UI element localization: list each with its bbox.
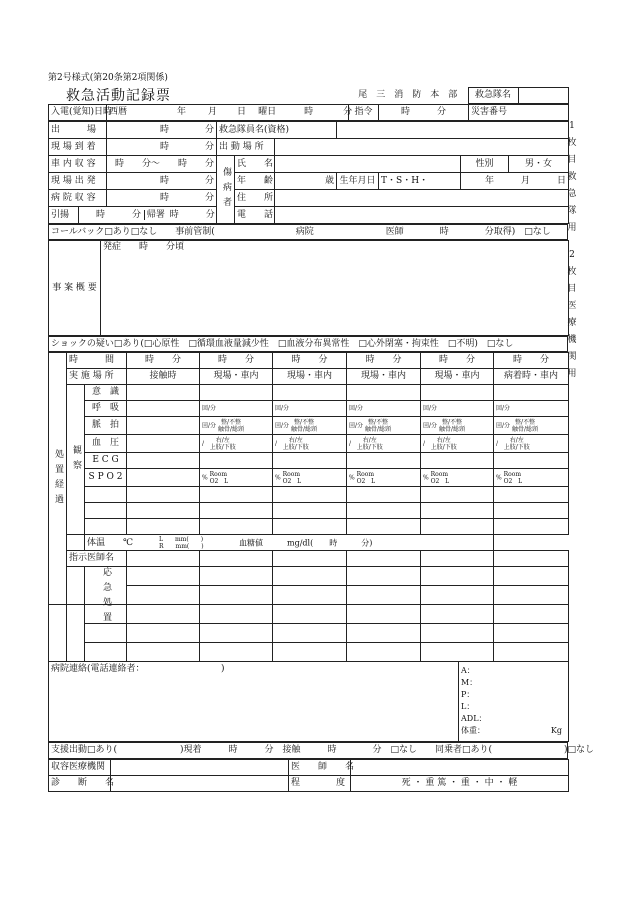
shock-field[interactable]: ショックの疑い□あり(□心原性 □循環血液量減少性 □血液分布異常性 □心外閉塞・拘束性 □不明) □なし [49,337,568,352]
treatment-section-label: 処置経過 [49,353,67,605]
call-table [48,104,569,121]
side-copy-1: 1 枚 目 救 急 隊 用 [567,121,577,233]
emergency-rows [48,604,569,662]
location-label: 出 動 場 所 [217,139,275,156]
incident-label: 事 案 概 要 [49,241,101,336]
address-label: 住 所 [235,190,275,207]
age-field[interactable]: 歳 [275,173,337,190]
shock-table [48,336,568,352]
support-field[interactable]: 支援出動□あり( )現着 時 分 接触 時 分 □なし 同乗者□あり( )□なし [49,743,568,759]
era-field[interactable]: T・S・H・ [379,173,461,190]
vitals-extra-row[interactable]: 体温 ℃ L mm( ) R mm( ) 血糖値 mg/dl( 時 分) [85,535,494,551]
retreat-label: 引揚 [49,207,79,224]
team-name-label: 救急隊名 [468,88,518,104]
form-number: 第2号様式(第20条第2項関係) [48,73,168,83]
dispatch-label: 指令 [349,105,379,121]
doctor-name-field[interactable] [351,760,569,776]
support-table [48,742,595,759]
doctor-label: 指示医師名 [67,551,127,567]
load-time-field[interactable]: 時 分〜 時 分 [107,156,217,173]
sex-label: 性別 [461,156,509,173]
leave-time-field[interactable]: 時 分 [107,173,217,190]
patient-label: 傷病者 [217,156,235,224]
call-time-field[interactable]: 西暦 年 月 日 曜日 時 分 [107,105,349,121]
crew-members-label: 救急隊員名(資格) [217,122,337,139]
age-label: 年 齢 [235,173,275,190]
sex-field[interactable]: 男・女 [509,156,569,173]
team-name-field[interactable] [518,88,568,104]
time-row-label: 時 間 [67,353,127,369]
name-label: 氏 名 [235,156,275,173]
location-field[interactable] [275,139,569,156]
hospital-contact-field[interactable]: 病院連絡(電話連絡者： ) [49,662,459,742]
form-title: 救急活動記録票 [66,88,171,104]
dob-label: 生年月日 [337,173,379,190]
ecg-label: E C G [85,453,127,469]
dob-field[interactable]: 年 月 日 [461,173,569,190]
name-field[interactable] [275,156,461,173]
side-copy-2: 2 枚 目 医 療 機 関 用 [567,250,577,379]
bp-label: 血 圧 [85,435,127,453]
consciousness-label: 意 識 [85,385,127,401]
callback-table [48,224,568,240]
phone-label: 電 話 [235,207,275,224]
phone-field[interactable] [275,207,569,224]
emergency-treatment-label: 応急処置 [85,567,127,605]
dispatch-time-field[interactable]: 時 分 [379,105,469,121]
respiration-label: 呼 吸 [85,401,127,417]
incident-table [48,240,569,336]
address-field[interactable] [275,190,569,207]
retreat-field[interactable]: 時 分 帰署 時 分 [79,207,217,224]
crew-members-field[interactable] [337,122,569,139]
hospital-contact-table [48,661,569,742]
spo2-label: S P O 2 [85,469,127,487]
footer-table [48,759,569,792]
pulse-label: 脈 拍 [85,417,127,435]
depart-time-field[interactable]: 時 分 [107,122,217,139]
dept-name: 尾 三 消 防 本 部 [358,90,458,100]
callback-field[interactable]: コールバック□あり□なし 事前管制( 病院 医師 時 分取得) □なし [49,225,568,240]
hospital-arrive-label: 病 院 収 容 [49,190,107,207]
diagnosis-label: 診 断 名 [49,776,111,792]
place-row-label: 実 施 場 所 [67,369,127,385]
incident-field[interactable]: 発症 時 分頃 [101,241,569,336]
arrive-label: 現 場 到 着 [49,139,107,156]
observe-label: 観察 [67,385,85,535]
hospital-arrive-time-field[interactable]: 時 分 [107,190,217,207]
diagnosis-field[interactable] [111,776,289,792]
severity-field[interactable]: 死 ・ 重 篤 ・ 重 ・ 中 ・ 軽 [351,776,569,792]
arrive-time-field[interactable]: 時 分 [107,139,217,156]
leave-label: 現 場 出 発 [49,173,107,190]
header-table [48,87,569,104]
institution-field[interactable] [111,760,289,776]
disaster-number-field[interactable]: 災害番号 [469,105,569,121]
treatment-table: 処置経過 時 間 時 分 時 分 時 分 時 分 時 分 時 分 実 施 場 所 接触時 現場・車内 現場・車内 現場・車内 現場・車内 病着時・車内 観察 意 識 呼 吸 回/分 回/分 回/分 回/分 回/分 脈 拍 回/分 整/不整 触骨/総頸 回/分 整/不整 触骨/総頸 回/分 整/不整 触骨/総頸 回/分 整/不整 触骨/総頸 回/分 整/不整 触骨/総頸 血 圧 / 右/左 上肢/下肢 / 右/左 上肢/下肢 / 右/左 上肢/下肢 / 右/左 上肢/下肢 / 右/左 上肢/下肢 E C G S P O 2 % Room O2 L % Room O2 L % Room O2 L % Room O2 L % Room O2 L 体温 ℃ L mm( ) R mm( ) 血糖値 mg/dl( 時 分) 指示医師名 応急処置 [48,352,569,605]
times-table [48,121,569,224]
doctor-name-label: 医 師 名 [289,760,351,776]
severity-label: 程 度 [289,776,351,792]
call-time-label: 入電(覚知)日時 [49,105,107,121]
institution-label: 収容医療機関 [49,760,111,776]
load-label: 車 内 収 容 [49,156,107,173]
depart-label: 出 場 [49,122,107,139]
ampl-field[interactable]: A： M： P： L： ADL： 体重： Kg [459,662,569,742]
